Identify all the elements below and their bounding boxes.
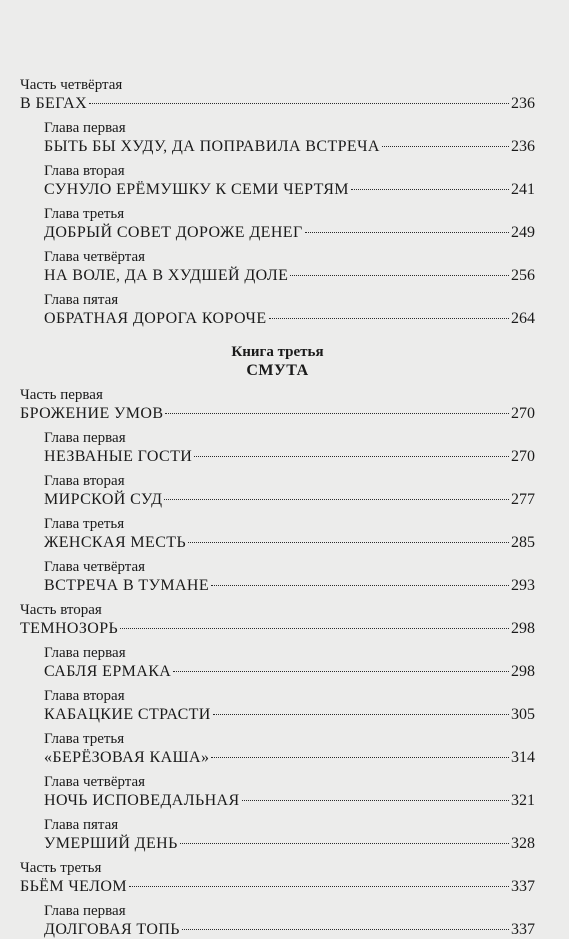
page-number: 305 bbox=[511, 706, 535, 723]
book-title: СМУТА bbox=[246, 362, 309, 379]
toc-part bbox=[20, 386, 535, 595]
toc-chapter bbox=[20, 515, 535, 552]
chapter-entry bbox=[20, 137, 535, 156]
part-entry bbox=[20, 877, 535, 896]
page-number: 236 bbox=[511, 138, 535, 155]
book-label: Книга третья bbox=[231, 344, 324, 360]
toc-chapter bbox=[20, 162, 535, 199]
chapter-label: Глава пятая bbox=[44, 817, 119, 833]
dot-leader bbox=[182, 929, 509, 930]
chapter-label: Глава вторая bbox=[44, 473, 125, 489]
toc-chapter bbox=[20, 687, 535, 724]
toc-part bbox=[20, 601, 535, 853]
page-number: 256 bbox=[511, 267, 535, 284]
toc-chapter bbox=[20, 472, 535, 509]
toc-chapter bbox=[20, 558, 535, 595]
toc-chapter bbox=[20, 644, 535, 681]
toc-chapter bbox=[20, 429, 535, 466]
chapter-title: БЫТЬ БЫ ХУДУ, ДА ПОПРАВИЛА ВСТРЕЧА bbox=[44, 138, 380, 155]
chapter-title: ДОБРЫЙ СОВЕТ ДОРОЖЕ ДЕНЕГ bbox=[44, 224, 303, 241]
chapter-label: Глава четвёртая bbox=[44, 249, 146, 265]
page-number: 277 bbox=[511, 491, 535, 508]
dot-leader bbox=[382, 146, 509, 147]
dot-leader bbox=[129, 886, 509, 887]
chapter-entry bbox=[20, 705, 535, 724]
toc-chapter bbox=[20, 248, 535, 285]
chapter-title: КАБАЦКИЕ СТРАСТИ bbox=[44, 706, 211, 723]
chapter-entry bbox=[20, 533, 535, 552]
page-number: 241 bbox=[511, 181, 535, 198]
chapter-label: Глава первая bbox=[44, 645, 126, 661]
chapter-title: СУНУЛО ЕРЁМУШКУ К СЕМИ ЧЕРТЯМ bbox=[44, 181, 349, 198]
chapter-entry bbox=[20, 180, 535, 199]
toc-chapter bbox=[20, 730, 535, 767]
chapter-title: ОБРАТНАЯ ДОРОГА КОРОЧЕ bbox=[44, 310, 267, 327]
chapter-title: «БЕРЁЗОВАЯ КАША» bbox=[44, 749, 210, 766]
dot-leader bbox=[351, 189, 509, 190]
dot-leader bbox=[180, 843, 509, 844]
dot-leader bbox=[194, 456, 509, 457]
chapter-entry bbox=[20, 223, 535, 242]
toc-chapter bbox=[20, 291, 535, 328]
book-heading bbox=[20, 344, 535, 380]
dot-leader bbox=[290, 275, 509, 276]
toc-part bbox=[20, 859, 535, 939]
dot-leader bbox=[242, 800, 509, 801]
chapter-label: Глава третья bbox=[44, 206, 125, 222]
dot-leader bbox=[188, 542, 509, 543]
page-number: 264 bbox=[511, 310, 535, 327]
chapter-entry bbox=[20, 834, 535, 853]
toc-chapter bbox=[20, 902, 535, 939]
chapter-entry bbox=[20, 920, 535, 939]
page-number: 337 bbox=[511, 921, 535, 938]
page-number: 328 bbox=[511, 835, 535, 852]
chapter-title: НА ВОЛЕ, ДА В ХУДШЕЙ ДОЛЕ bbox=[44, 267, 289, 284]
chapter-title: ЖЕНСКАЯ МЕСТЬ bbox=[44, 534, 187, 551]
dot-leader bbox=[213, 714, 509, 715]
part-label: Часть первая bbox=[20, 387, 103, 403]
chapter-title: МИРСКОЙ СУД bbox=[44, 491, 163, 508]
chapter-title: НЕЗВАНЫЕ ГОСТИ bbox=[44, 448, 193, 465]
chapter-label: Глава пятая bbox=[44, 292, 119, 308]
part-title: БЬЁМ ЧЕЛОМ bbox=[20, 878, 127, 895]
page-number: 298 bbox=[511, 620, 535, 637]
part-label: Часть третья bbox=[20, 860, 102, 876]
chapter-title: ДОЛГОВАЯ ТОПЬ bbox=[44, 921, 180, 938]
chapter-title: САБЛЯ ЕРМАКА bbox=[44, 663, 172, 680]
toc-chapter bbox=[20, 773, 535, 810]
chapter-label: Глава четвёртая bbox=[44, 559, 146, 575]
chapter-label: Глава первая bbox=[44, 903, 126, 919]
page-number: 270 bbox=[511, 448, 535, 465]
page-number: 314 bbox=[511, 749, 535, 766]
toc-part bbox=[20, 76, 535, 328]
chapter-label: Глава четвёртая bbox=[44, 774, 146, 790]
chapter-entry bbox=[20, 309, 535, 328]
chapter-label: Глава первая bbox=[44, 430, 126, 446]
dot-leader bbox=[211, 757, 509, 758]
part-entry bbox=[20, 619, 535, 638]
toc-chapter bbox=[20, 205, 535, 242]
part-entry bbox=[20, 404, 535, 423]
dot-leader bbox=[173, 671, 509, 672]
dot-leader bbox=[211, 585, 509, 586]
part-title: БРОЖЕНИЕ УМОВ bbox=[20, 405, 164, 422]
part-title: ТЕМНОЗОРЬ bbox=[20, 620, 119, 637]
chapter-entry bbox=[20, 662, 535, 681]
dot-leader bbox=[305, 232, 509, 233]
dot-leader bbox=[89, 103, 509, 104]
chapter-label: Глава третья bbox=[44, 731, 125, 747]
part-title: В БЕГАХ bbox=[20, 95, 88, 112]
dot-leader bbox=[165, 413, 509, 414]
chapter-entry bbox=[20, 748, 535, 767]
chapter-title: ВСТРЕЧА В ТУМАНЕ bbox=[44, 577, 210, 594]
chapter-label: Глава вторая bbox=[44, 688, 125, 704]
part-label: Часть четвёртая bbox=[20, 77, 123, 93]
chapter-title: УМЕРШИЙ ДЕНЬ bbox=[44, 835, 178, 852]
part-entry bbox=[20, 94, 535, 113]
dot-leader bbox=[120, 628, 509, 629]
chapter-entry bbox=[20, 576, 535, 595]
chapter-entry bbox=[20, 447, 535, 466]
chapter-entry bbox=[20, 490, 535, 509]
toc-chapter bbox=[20, 119, 535, 156]
dot-leader bbox=[269, 318, 509, 319]
chapter-label: Глава третья bbox=[44, 516, 125, 532]
page-number: 236 bbox=[511, 95, 535, 112]
part-label: Часть вторая bbox=[20, 602, 102, 618]
page-number: 270 bbox=[511, 405, 535, 422]
page-number: 321 bbox=[511, 792, 535, 809]
page-number: 298 bbox=[511, 663, 535, 680]
page-number: 285 bbox=[511, 534, 535, 551]
chapter-label: Глава вторая bbox=[44, 163, 125, 179]
page-number: 249 bbox=[511, 224, 535, 241]
chapter-entry bbox=[20, 266, 535, 285]
dot-leader bbox=[164, 499, 509, 500]
chapter-entry bbox=[20, 791, 535, 810]
page-number: 293 bbox=[511, 577, 535, 594]
chapter-label: Глава первая bbox=[44, 120, 126, 136]
page-number: 337 bbox=[511, 878, 535, 895]
chapter-title: НОЧЬ ИСПОВЕДАЛЬНАЯ bbox=[44, 792, 240, 809]
toc-chapter bbox=[20, 816, 535, 853]
